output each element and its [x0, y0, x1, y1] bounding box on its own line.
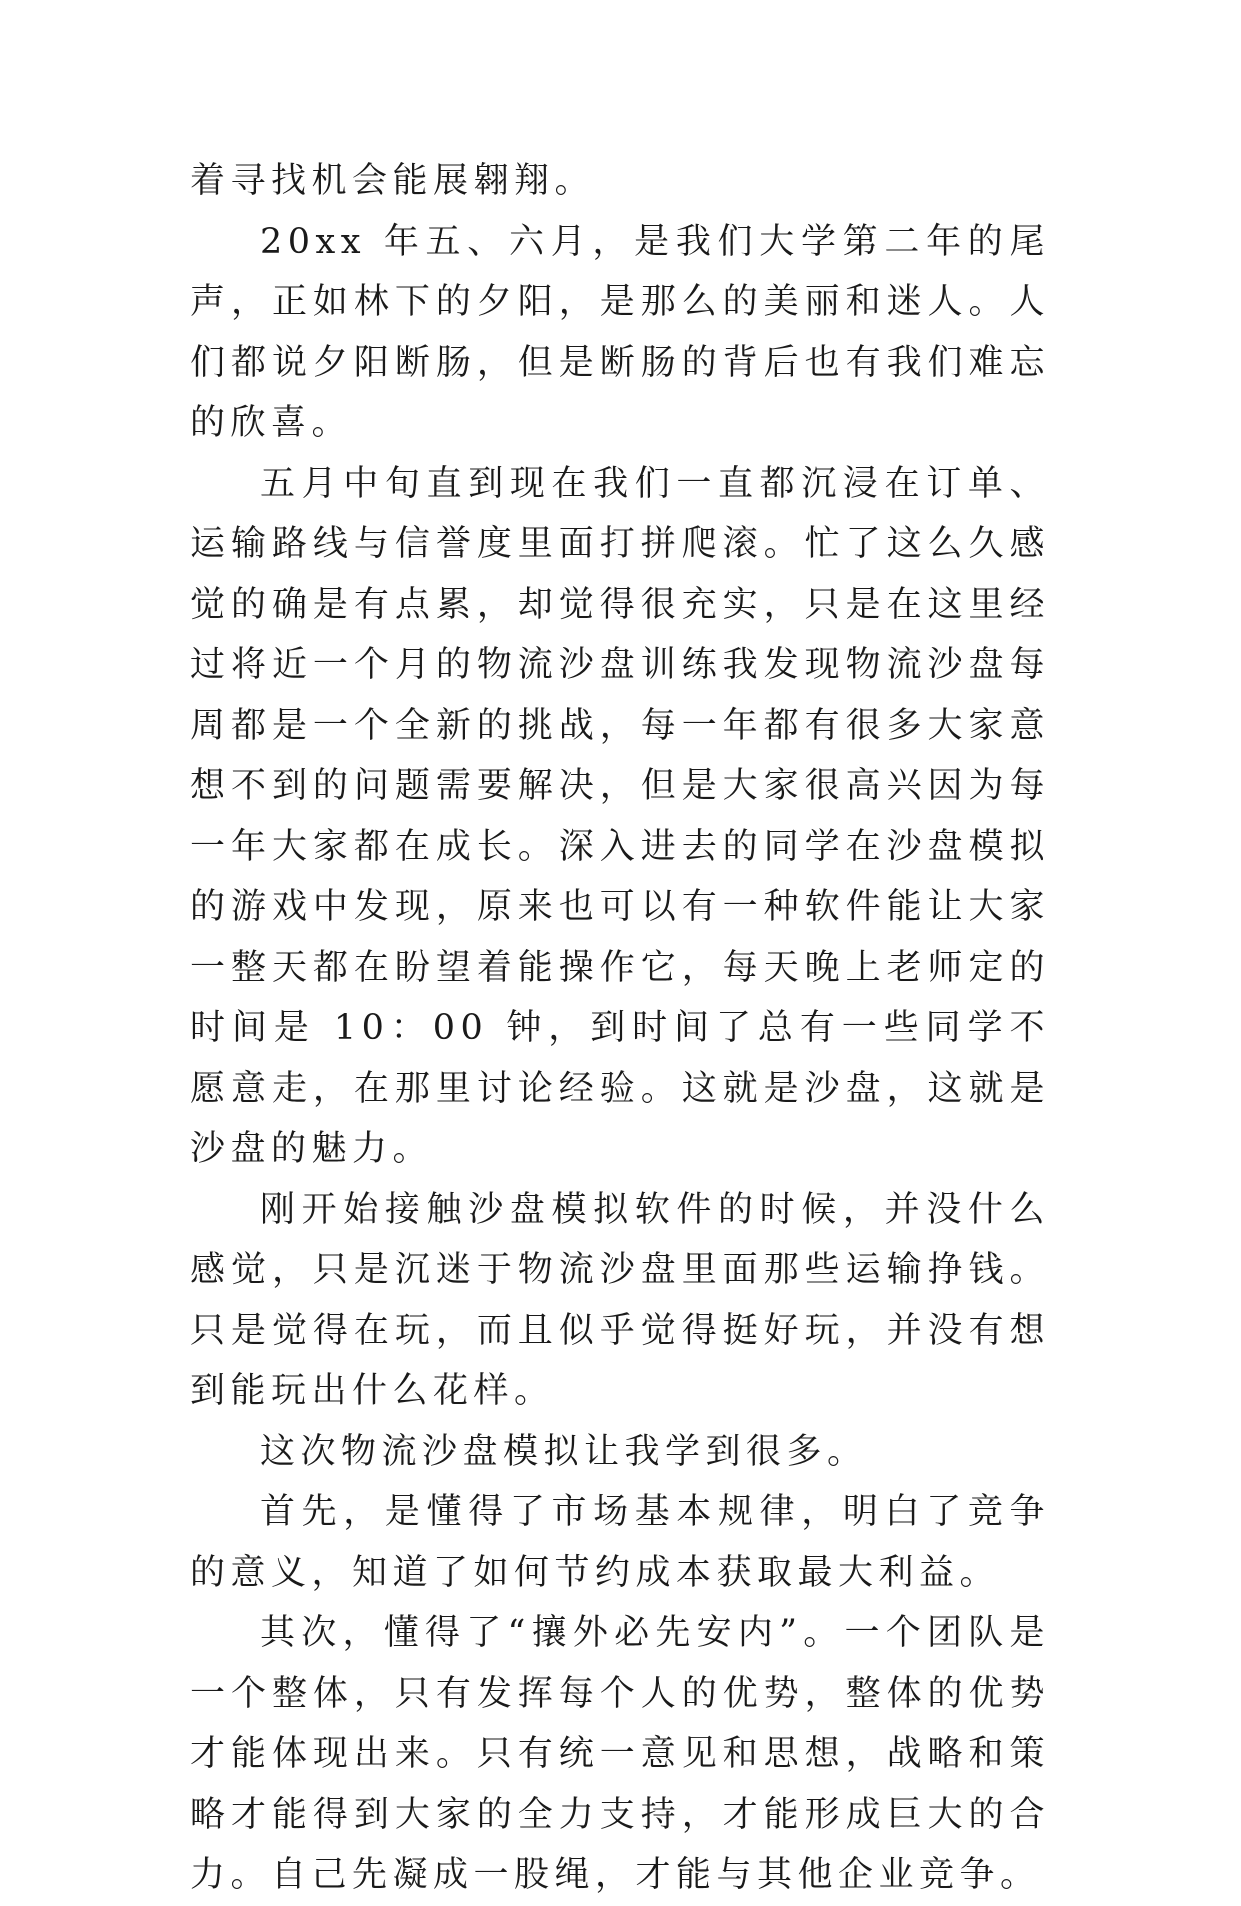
paragraph-learned-much: 这次物流沙盘模拟让我学到很多。 — [260, 1431, 868, 1472]
paragraph-sandbox-training: 五月中旬直到现在我们一直都沉浸在订单、运输路线与信誉度里面打拼爬滚。忙了这么久感觉的确是有点累，却觉得很充实，只是在这里经过将近一个月的物流沙盘训练我发现物流沙盘每周都是一个全新的挑战，每一年都有很多大家意想不到的问题需要解决，但是大家很高兴因为每一年大家都在成长。深入进去的同学在沙盘模拟的游戏中发现，原来也可以有一种软件能让大家一整天都在盼望着能操作它，每天晚上老师定的时间是 10：00 钟，到时间了总有一些同学不愿意走，在那里讨论经验。这就是沙盘，这就是沙盘的魅力。 — [190, 463, 1050, 1169]
paragraph-first-impression: 刚开始接触沙盘模拟软件的时候，并没什么感觉，只是沉迷于物流沙盘里面那些运输挣钱。只是觉得在玩，而且似乎觉得挺好玩，并没有想到能玩出什么花样。 — [190, 1189, 1050, 1411]
paragraph-continuation: 着寻找机会能展翱翔。 — [190, 161, 596, 201]
paragraph-second-lesson: 其次，懂得了“攘外必先安内”。一个团队是一个整体，只有发挥每个人的优势，整体的优势才能体现出来。只有统一意见和思想，战略和策略才能得到大家的全力支持，才能形成巨大的合力。自己先凝成一股绳，才能与其他企业竞争。 — [190, 1613, 1050, 1895]
paragraph-first-lesson: 首先，是懂得了市场基本规律，明白了竞争的意义，知道了如何节约成本获取最大利益。 — [190, 1492, 1050, 1593]
paragraph-semester-end: 20xx 年五、六月，是我们大学第二年的尾声，正如林下的夕阳，是那么的美丽和迷人。人们都说夕阳断肠，但是断肠的背后也有我们难忘的欣喜。 — [190, 221, 1050, 443]
document-body — [190, 151, 1050, 1906]
